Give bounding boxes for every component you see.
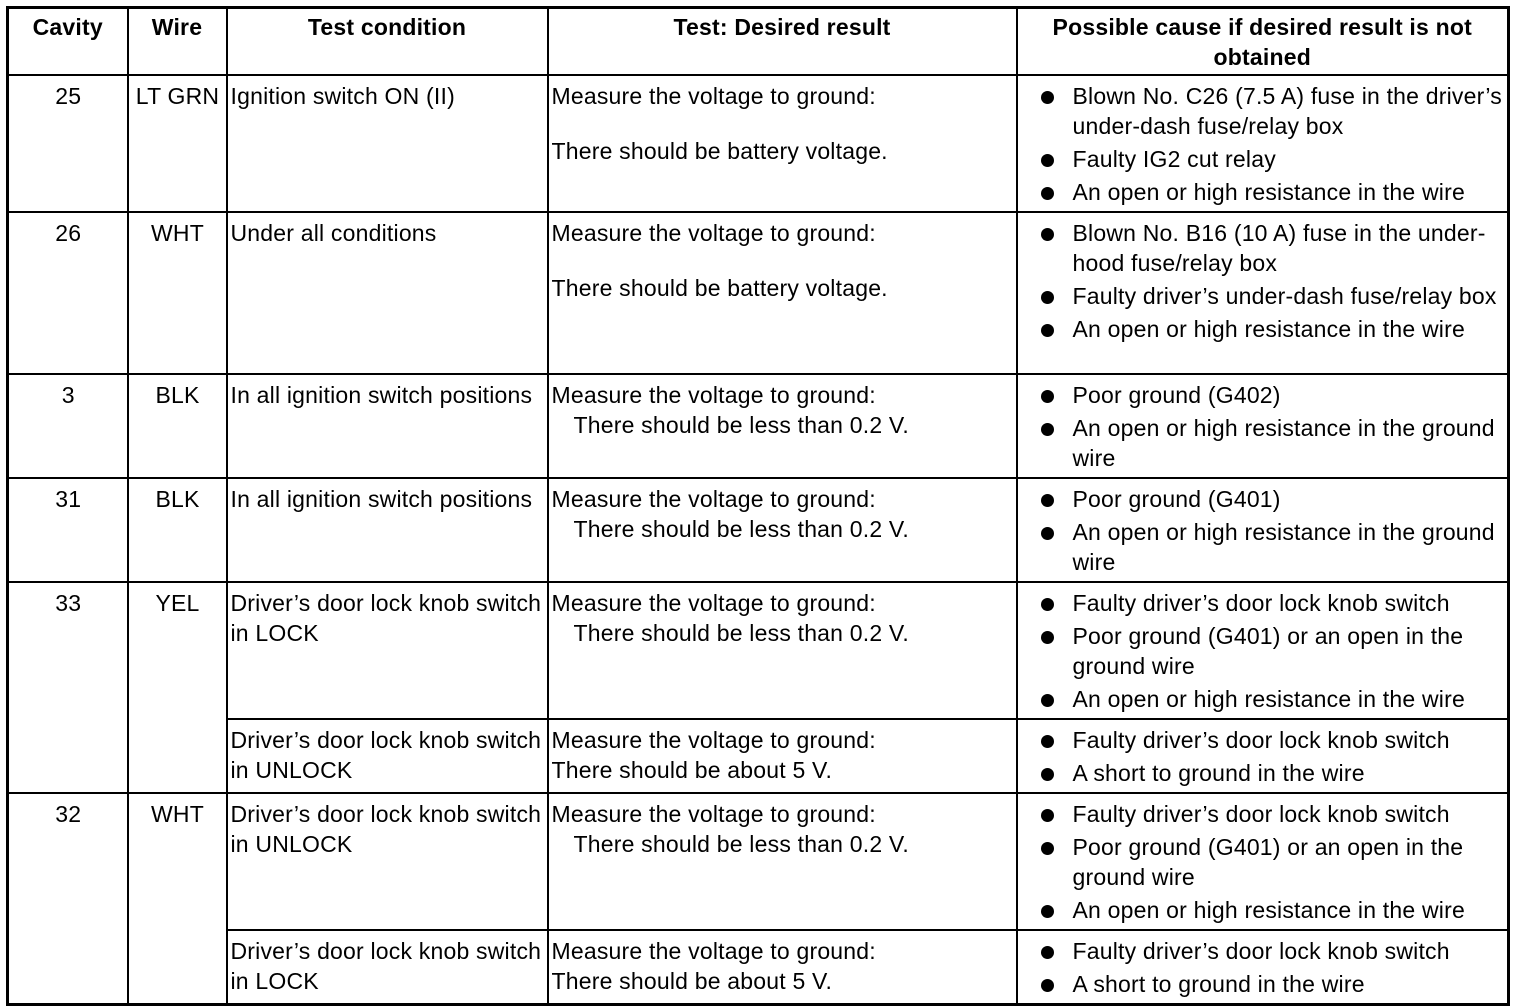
header-cavity: Cavity bbox=[8, 8, 128, 76]
bullet-icon bbox=[1041, 324, 1054, 337]
result-expectation: There should be battery voltage. bbox=[551, 275, 888, 301]
cause-list bbox=[1021, 799, 1506, 925]
bullet-icon bbox=[1041, 494, 1054, 507]
bullet-icon bbox=[1041, 527, 1054, 540]
header-row bbox=[8, 8, 1509, 76]
test-condition-cell: Driver’s door lock knob switch in UNLOCK bbox=[227, 793, 548, 930]
cavity-cell: 31 bbox=[8, 478, 128, 582]
cause-text: Poor ground (G402) bbox=[1072, 382, 1281, 408]
cause-item bbox=[1041, 799, 1506, 829]
cause-item bbox=[1041, 684, 1506, 714]
cause-text: An open or high resistance in the wire bbox=[1072, 897, 1465, 923]
test-condition-cell: Driver’s door lock knob switch in UNLOCK bbox=[227, 719, 548, 793]
header-wire: Wire bbox=[128, 8, 227, 76]
cause-list bbox=[1021, 936, 1506, 999]
cause-text: Poor ground (G401) bbox=[1072, 486, 1281, 512]
cause-text: Blown No. B16 (10 A) fuse in the under-hood fuse/relay box bbox=[1072, 220, 1486, 276]
table-row bbox=[8, 212, 1509, 374]
cause-text: Faulty driver’s door lock knob switch bbox=[1072, 590, 1450, 616]
cause-item bbox=[1041, 81, 1506, 141]
cause-item bbox=[1041, 621, 1506, 681]
possible-cause-cell bbox=[1017, 930, 1509, 1005]
header-possible-cause: Possible cause if desired result is not obtained bbox=[1017, 8, 1509, 76]
cause-item bbox=[1041, 380, 1506, 410]
bullet-icon bbox=[1041, 631, 1054, 644]
cause-text: Faulty driver’s door lock knob switch bbox=[1072, 727, 1450, 753]
result-instruction: Measure the voltage to ground: bbox=[551, 220, 876, 246]
troubleshooting-table-container bbox=[6, 6, 1510, 1006]
cause-item bbox=[1041, 177, 1506, 207]
wire-cell: YEL bbox=[128, 582, 227, 793]
possible-cause-cell bbox=[1017, 793, 1509, 930]
desired-result-cell bbox=[548, 212, 1017, 374]
header-test-condition: Test condition bbox=[227, 8, 548, 76]
cause-item bbox=[1041, 281, 1506, 311]
cause-item bbox=[1041, 895, 1506, 925]
bullet-icon bbox=[1041, 905, 1054, 918]
test-condition-cell: In all ignition switch positions bbox=[227, 478, 548, 582]
cavity-cell: 32 bbox=[8, 793, 128, 1005]
cause-item bbox=[1041, 758, 1506, 788]
bullet-icon bbox=[1041, 390, 1054, 403]
bullet-icon bbox=[1041, 423, 1054, 436]
desired-result-cell bbox=[548, 719, 1017, 793]
cause-item bbox=[1041, 517, 1506, 577]
table-row bbox=[8, 930, 1509, 1005]
table-row bbox=[8, 374, 1509, 478]
table-row bbox=[8, 75, 1509, 212]
desired-result-cell bbox=[548, 374, 1017, 478]
cause-item bbox=[1041, 413, 1506, 473]
cause-text: A short to ground in the wire bbox=[1072, 971, 1365, 997]
result-expectation: There should be less than 0.2 V. bbox=[573, 831, 909, 857]
bullet-icon bbox=[1041, 842, 1054, 855]
bullet-icon bbox=[1041, 187, 1054, 200]
cavity-cell: 26 bbox=[8, 212, 128, 374]
desired-result-cell bbox=[548, 930, 1017, 1005]
cause-item bbox=[1041, 314, 1506, 344]
bullet-icon bbox=[1041, 768, 1054, 781]
cause-text: Faulty IG2 cut relay bbox=[1072, 146, 1276, 172]
possible-cause-cell bbox=[1017, 478, 1509, 582]
cause-text: Faulty driver’s door lock knob switch bbox=[1072, 801, 1450, 827]
result-instruction: Measure the voltage to ground: bbox=[551, 727, 876, 753]
wire-cell: BLK bbox=[128, 374, 227, 478]
table-row bbox=[8, 793, 1509, 930]
desired-result-cell bbox=[548, 478, 1017, 582]
desired-result-cell bbox=[548, 582, 1017, 719]
cause-list bbox=[1021, 588, 1506, 714]
possible-cause-cell bbox=[1017, 75, 1509, 212]
cause-list bbox=[1021, 81, 1506, 207]
cause-text: An open or high resistance in the ground wire bbox=[1072, 519, 1495, 575]
bullet-icon bbox=[1041, 291, 1054, 304]
test-condition-cell: Ignition switch ON (II) bbox=[227, 75, 548, 212]
cause-text: Blown No. C26 (7.5 A) fuse in the driver’s under-dash fuse/relay box bbox=[1072, 83, 1502, 139]
result-expectation: There should be battery voltage. bbox=[551, 138, 888, 164]
bullet-icon bbox=[1041, 228, 1054, 241]
test-condition-cell: Under all conditions bbox=[227, 212, 548, 374]
cause-item bbox=[1041, 725, 1506, 755]
result-expectation: There should be about 5 V. bbox=[551, 757, 833, 783]
result-expectation: There should be about 5 V. bbox=[551, 968, 833, 994]
test-condition-cell: In all ignition switch positions bbox=[227, 374, 548, 478]
wire-cell: WHT bbox=[128, 212, 227, 374]
cavity-cell: 3 bbox=[8, 374, 128, 478]
possible-cause-cell bbox=[1017, 212, 1509, 374]
cause-item bbox=[1041, 484, 1506, 514]
bullet-icon bbox=[1041, 154, 1054, 167]
cause-text: Faulty driver’s door lock knob switch bbox=[1072, 938, 1450, 964]
test-condition-cell: Driver’s door lock knob switch in LOCK bbox=[227, 930, 548, 1005]
cause-item bbox=[1041, 936, 1506, 966]
result-instruction: Measure the voltage to ground: bbox=[551, 382, 876, 408]
cause-item bbox=[1041, 832, 1506, 892]
cause-text: Poor ground (G401) or an open in the ground wire bbox=[1072, 623, 1464, 679]
wire-cell: WHT bbox=[128, 793, 227, 1005]
cause-text: An open or high resistance in the wire bbox=[1072, 686, 1465, 712]
cause-text: An open or high resistance in the wire bbox=[1072, 316, 1465, 342]
result-expectation: There should be less than 0.2 V. bbox=[573, 516, 909, 542]
cause-text: Faulty driver’s under-dash fuse/relay box bbox=[1072, 283, 1497, 309]
troubleshooting-table bbox=[6, 6, 1510, 1006]
desired-result-cell bbox=[548, 793, 1017, 930]
table-row bbox=[8, 582, 1509, 719]
cause-list bbox=[1021, 725, 1506, 788]
possible-cause-cell bbox=[1017, 719, 1509, 793]
bullet-icon bbox=[1041, 598, 1054, 611]
wire-cell: LT GRN bbox=[128, 75, 227, 212]
test-condition-cell: Driver’s door lock knob switch in LOCK bbox=[227, 582, 548, 719]
result-instruction: Measure the voltage to ground: bbox=[551, 486, 876, 512]
table-row bbox=[8, 478, 1509, 582]
header-desired-result: Test: Desired result bbox=[548, 8, 1017, 76]
cause-text: A short to ground in the wire bbox=[1072, 760, 1365, 786]
possible-cause-cell bbox=[1017, 582, 1509, 719]
cause-item bbox=[1041, 969, 1506, 999]
possible-cause-cell bbox=[1017, 374, 1509, 478]
wire-cell: BLK bbox=[128, 478, 227, 582]
cause-list bbox=[1021, 380, 1506, 473]
cause-text: An open or high resistance in the wire bbox=[1072, 179, 1465, 205]
result-expectation: There should be less than 0.2 V. bbox=[573, 412, 909, 438]
bullet-icon bbox=[1041, 979, 1054, 992]
bullet-icon bbox=[1041, 946, 1054, 959]
cause-text: Poor ground (G401) or an open in the ground wire bbox=[1072, 834, 1464, 890]
result-instruction: Measure the voltage to ground: bbox=[551, 801, 876, 827]
result-instruction: Measure the voltage to ground: bbox=[551, 938, 876, 964]
cause-text: An open or high resistance in the ground wire bbox=[1072, 415, 1495, 471]
cause-item bbox=[1041, 218, 1506, 278]
result-instruction: Measure the voltage to ground: bbox=[551, 83, 876, 109]
result-instruction: Measure the voltage to ground: bbox=[551, 590, 876, 616]
cause-list bbox=[1021, 218, 1506, 344]
table-row bbox=[8, 719, 1509, 793]
bullet-icon bbox=[1041, 809, 1054, 822]
bullet-icon bbox=[1041, 694, 1054, 707]
desired-result-cell bbox=[548, 75, 1017, 212]
cavity-cell: 25 bbox=[8, 75, 128, 212]
cause-list bbox=[1021, 484, 1506, 577]
bullet-icon bbox=[1041, 735, 1054, 748]
cause-item bbox=[1041, 588, 1506, 618]
result-expectation: There should be less than 0.2 V. bbox=[573, 620, 909, 646]
cavity-cell: 33 bbox=[8, 582, 128, 793]
bullet-icon bbox=[1041, 91, 1054, 104]
cause-item bbox=[1041, 144, 1506, 174]
